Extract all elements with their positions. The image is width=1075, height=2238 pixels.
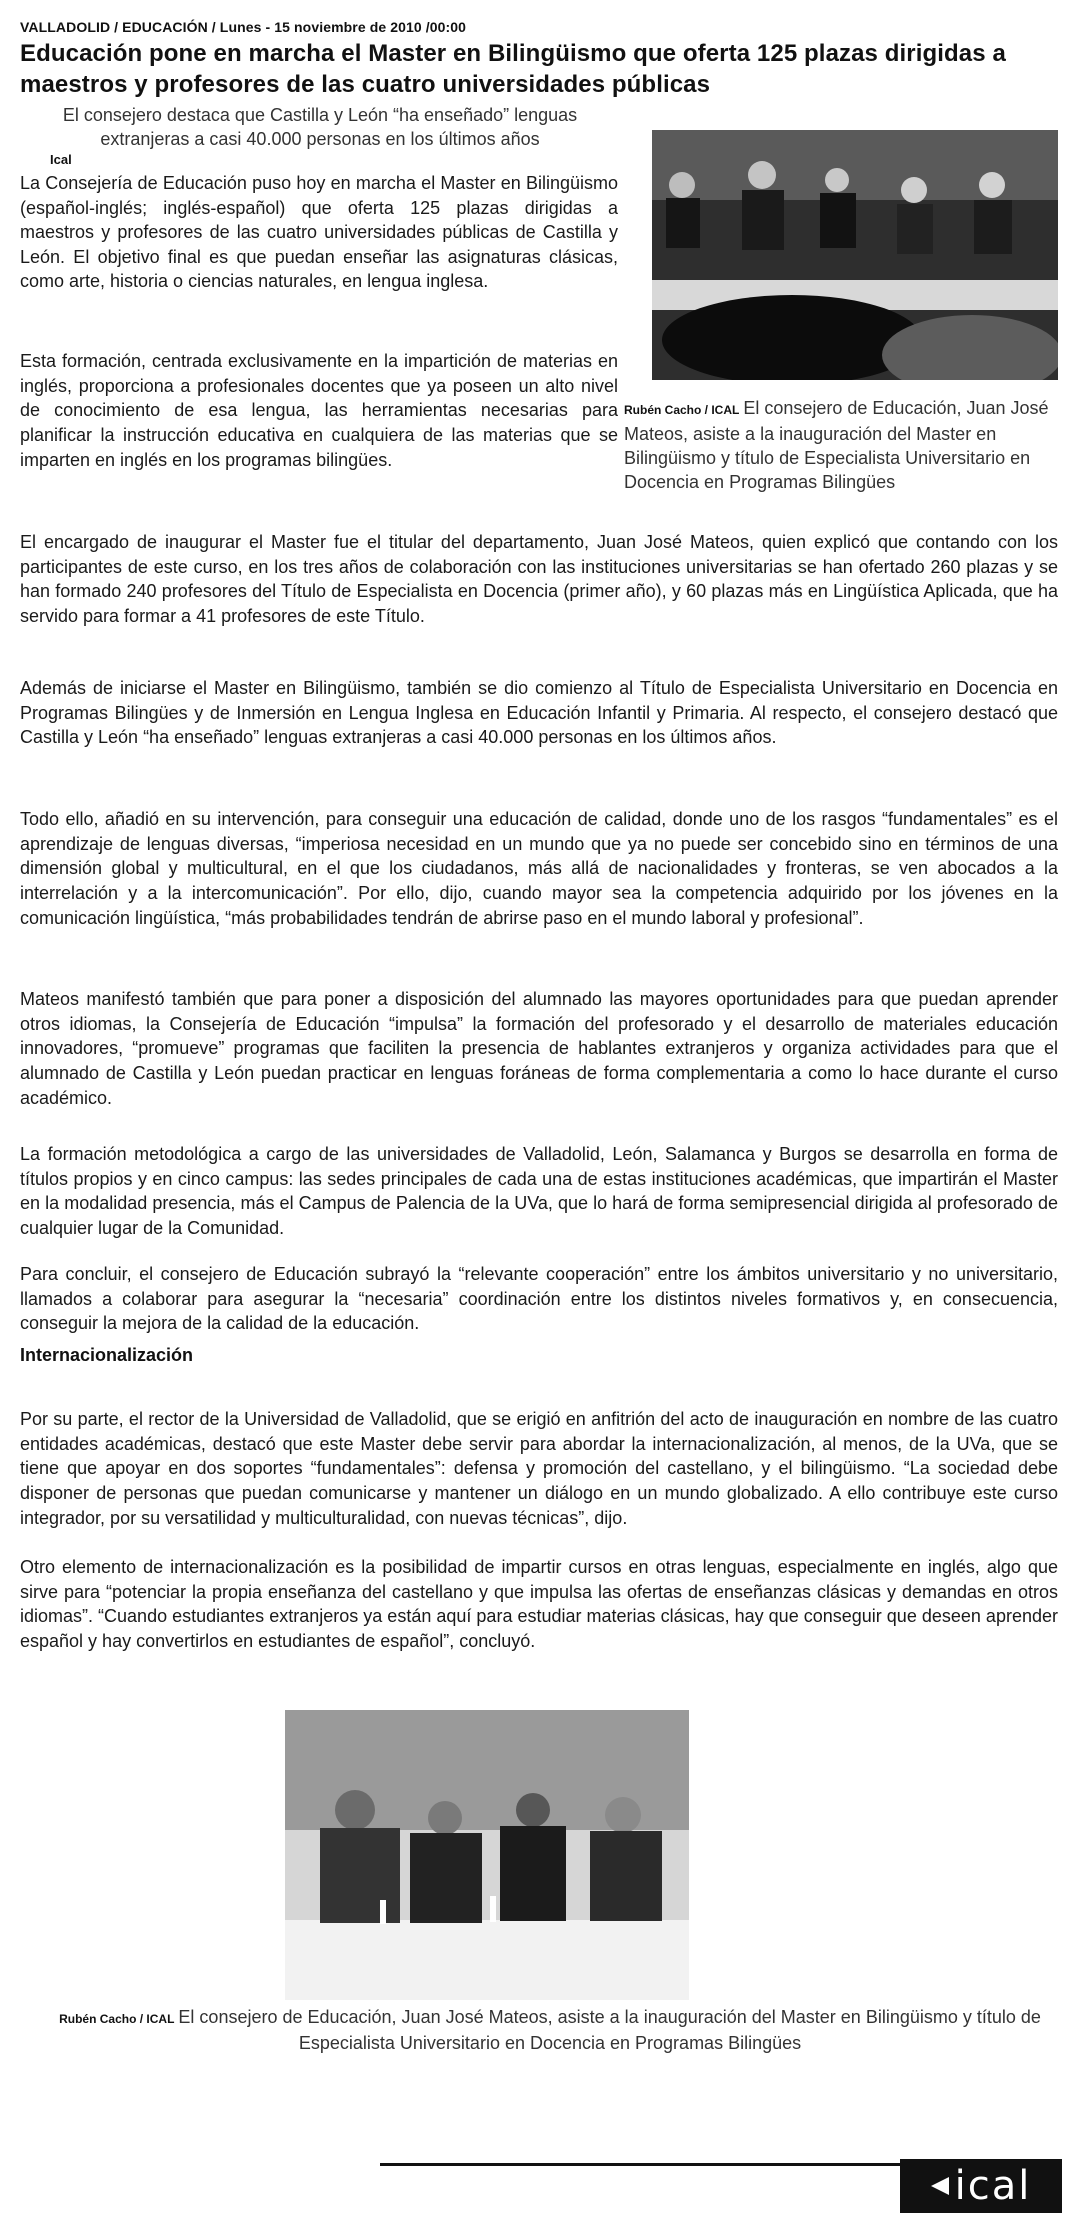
caption-text: El consejero de Educación, Juan José Mateos, asiste a la inauguración del Master en Bilingüismo y título de Especialista Universitario en Docencia en Programas Bilingües (178, 2007, 1041, 2053)
play-arrow-icon (931, 2177, 949, 2195)
photo-caption-top (624, 396, 1064, 494)
press-photo-top (652, 130, 1058, 380)
footer-rule (380, 2163, 900, 2166)
press-photo-bottom (285, 1710, 689, 2000)
body-paragraph: Además de iniciarse el Master en Bilingüismo, también se dio comienzo al Título de Especialista Universitario en Docencia en Programas Bilingües y de Inmersión en Lengua Inglesa en Educación Infantil y Primaria. Al respecto, el consejero destacó que Castilla y León “ha enseñado” lenguas extranjeras a casi 40.000 personas en los últimos años. (20, 678, 1058, 748)
photo-credit: Rubén Cacho / ICAL (59, 2012, 175, 2026)
photo-credit: Rubén Cacho / ICAL (624, 403, 740, 417)
subheadline: El consejero destaca que Castilla y León “ha enseñado” lenguas extranjeras a casi 40.000 personas en los últimos años (62, 105, 578, 149)
body-paragraph: Todo ello, añadió en su intervención, para conseguir una educación de calidad, donde uno de los rasgos “fundamentales” es el aprendizaje de lenguas diversas, “imperiosa necesidad en un mundo que ya no puede ser concebido sino en términos de una dimensión global y multicultural, en el que los ciudadanos, más allá de nacionalidades y fronteras, se ven abocados a la interrelación y a la intercomunicación”. Por ello, dijo, cuando mayor sea la competencia adquirido por los jóvenes en la comunicación lingüística, “más probabilidades tendrán de abrirse paso en el mundo laboral y profesional”. (20, 809, 1058, 928)
photo-caption-bottom (45, 2005, 1055, 2055)
body-paragraph: Por su parte, el rector de la Universidad de Valladolid, que se erigió en anfitrión del acto de inauguración en nombre de las cuatro entidades académicas, destacó que este Master debe servir para abordar la internacionalización, al menos, de la UVa, que se tiene que apoyar en dos soportes “fundamentales”: defensa y promoción del castellano, y el bilingüismo. “La sociedad debe disponer de personas que puedan comunicarse y mantener un diálogo en un mundo globalizado. A ello contribuye este curso integrador, por su versatilidad y multiculturalidad, con nuevas técnicas”, dijo. (20, 1409, 1058, 1528)
body-paragraph: Esta formación, centrada exclusivamente en la impartición de materias en inglés, proporciona a profesionales docentes que ya poseen un alto nivel de conocimiento de esa lengua, las herramientas necesarias para planificar la instrucción educativa en cualquiera de las materias que se imparten en inglés en los programas bilingües. (20, 351, 618, 470)
body-paragraph: Otro elemento de internacionalización es la posibilidad de impartir cursos en otras lenguas, especialmente en inglés, algo que sirve para “potenciar la propia enseñanza del castellano y que impulsa las ofertas de enseñanzas clásicas y demandas en otros idiomas”. “Cuando estudiantes extranjeros ya están aquí para estudiar materias clásicas, hay que conseguir que deseen aprender español y hay convertirlos en estudiantes de español”, concluyó. (20, 1557, 1058, 1652)
headline: Educación pone en marcha el Master en Bilingüismo que oferta 125 plazas dirigidas a maestros y profesores de las cuatro universidades públicas (20, 40, 1006, 98)
logo-wordmark: ical (954, 2163, 1032, 2209)
body-paragraph: Para concluir, el consejero de Educación subrayó la “relevante cooperación” entre los ámbitos universitario y no universitario, llamados a colaborar para asegurar la “necesaria” coordinación entre los distintos niveles formativos y, en consecuencia, conseguir la mejora de la calidad de la educación. (20, 1264, 1058, 1334)
body-paragraph: La formación metodológica a cargo de las universidades de Valladolid, León, Salamanca y Burgos se desarrolla en forma de títulos propios y en cinco campus: las sedes principales de cada una de estas instituciones académicas, que impartirán el Master en la modalidad presencia, más el Campus de Palencia de la UVa, que lo hará de forma semipresencial dirigida al profesorado de cualquier lugar de la Comunidad. (20, 1144, 1058, 1239)
body-paragraph: El encargado de inaugurar el Master fue el titular del departamento, Juan José Mateos, quien explicó que contando con los participantes de este curso, en los tres años de colaboración con las instituciones universitarias se han ofertado 260 plazas y se han formado 240 profesores del Título de Especialista en Docencia (primer año), y 60 plazas más en Lingüística Aplicada, que ha servido para formar a 41 profesores de este Título. (20, 532, 1058, 627)
ical-logo (900, 2159, 1062, 2213)
dateline: VALLADOLID / EDUCACIÓN / Lunes - 15 noviembre de 2010 /00:00 (20, 19, 467, 35)
caption-text: El consejero de Educación, Juan José Mateos, asiste a la inauguración del Master en Bilingüismo y título de Especialista Universitario en Docencia en Programas Bilingües (624, 398, 1049, 492)
source-label: Ical (50, 152, 72, 167)
lead-paragraph: La Consejería de Educación puso hoy en marcha el Master en Bilingüismo (español-inglés; inglés-español) que oferta 125 plazas dirigidas a maestros y profesores de las cuatro universidades públicas de Castilla y León. El objetivo final es que puedan enseñar las asignaturas clásicas, como arte, historia o ciencias naturales, en lengua inglesa. (20, 173, 618, 291)
body-paragraph: Mateos manifestó también que para poner a disposición del alumnado las mayores oportunidades para que puedan aprender otros idiomas, la Consejería de Educación “impulsa” la formación del profesorado y el desarrollo de materiales educación innovadores, “promueve” programas que faciliten la presencia de hablantes extranjeros y organiza actividades para que el alumnado de Castilla y León puedan practicar en lenguas foráneas de forma complementaria a como lo hace durante el curso académico. (20, 989, 1058, 1108)
section-heading: Internacionalización (20, 1345, 194, 1365)
